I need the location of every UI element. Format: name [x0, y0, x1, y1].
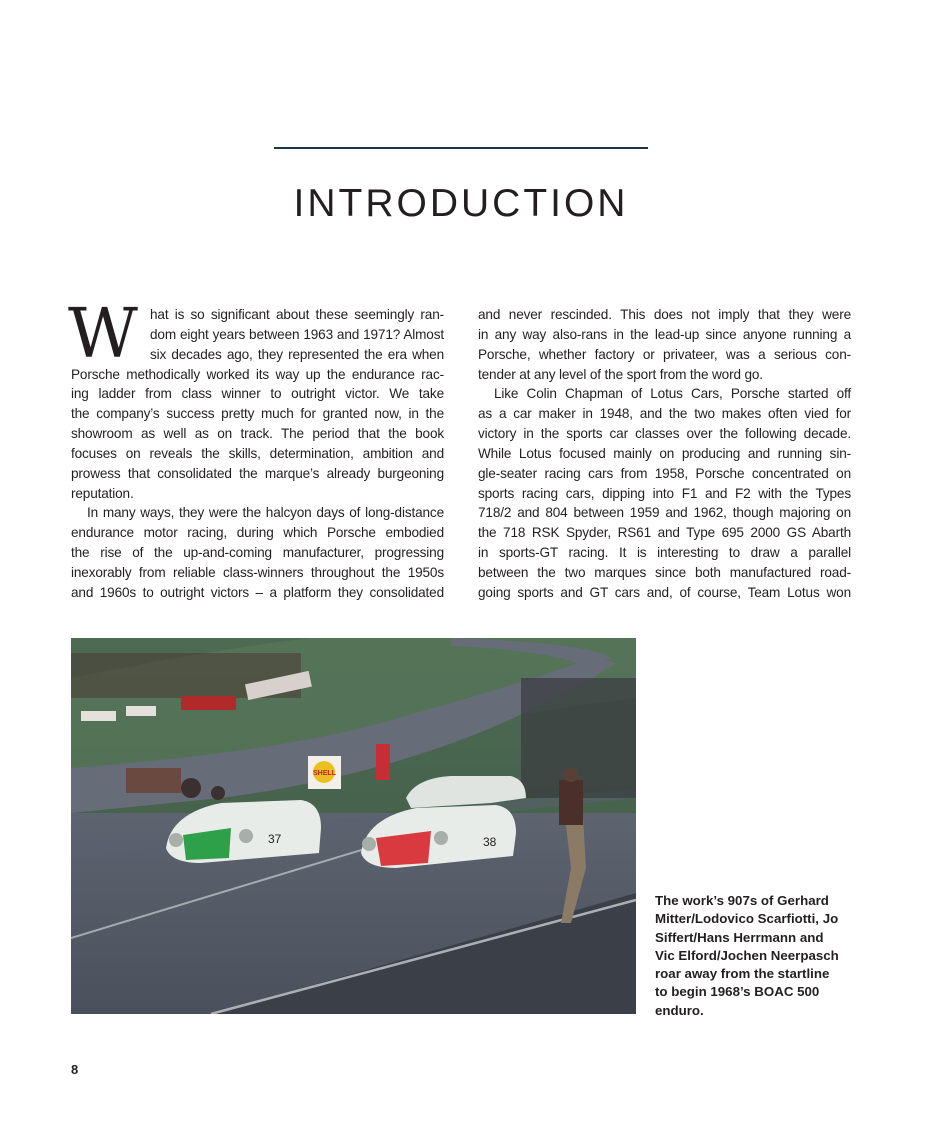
text-line: in any way also-rans in the lead-up since anyone running a: [478, 326, 851, 342]
text-line: the company’s success pretty much for granted now, in the: [71, 406, 444, 422]
text-line: and 1960s to outright victors – a platform they consolidated: [71, 584, 444, 600]
text-column-left: [68, 295, 444, 603]
caption-line: Mitter/Lodovico Scarfiotti, Jo: [655, 911, 839, 927]
text-line: the rise of the up-and-coming manufacturer, progressing: [71, 545, 444, 561]
text-line: going sports and GT cars and, of course, Team Lotus won: [478, 584, 851, 600]
text-line: victory in the sports car classes over the following decade.: [478, 426, 851, 442]
text-line: ing ladder from class winner to outright victor. We take: [71, 386, 444, 402]
text-line: tender at any level of the sport from the word go.: [478, 366, 763, 382]
caption-line: roar away from the startline: [655, 966, 830, 982]
text-line: focuses on reveals the skills, determination, ambition and: [71, 445, 444, 461]
text-column-right: [478, 305, 851, 603]
caption-line: to begin 1968’s BOAC 500: [655, 984, 820, 1000]
text-line: While Lotus focused mainly on producing and running sin-: [478, 445, 851, 461]
text-line: between the two marques since both manufactured road-: [478, 564, 851, 580]
shell-sign: [308, 756, 341, 789]
caption-line: The work’s 907s of Gerhard: [655, 893, 829, 908]
race-photo: [71, 638, 636, 1014]
text-line: endurance motor racing, during which Porsche embodied: [71, 525, 444, 541]
caption-line: Siffert/Hans Herrmann and: [655, 929, 824, 945]
page-title: INTRODUCTION: [293, 182, 629, 225]
text-line: Porsche methodically worked its way up the endurance rac-: [71, 366, 444, 382]
sign-text: SHELL: [313, 770, 336, 777]
page-number: 8: [71, 1062, 79, 1077]
caption-line: Vic Elford/Jochen Neerpasch: [655, 947, 839, 963]
text-line: Porsche, whether factory or privateer, was a serious con-: [478, 346, 851, 362]
text-line: as a car maker in 1948, and the two makes often vied for: [478, 406, 851, 422]
text-line: hat is so significant about these seemingly ran-: [150, 307, 444, 322]
text-line: sports racing cars, dipping into F1 and F2 with the Types: [478, 485, 851, 501]
text-line: Like Colin Chapman of Lotus Cars, Porsche started off: [494, 386, 851, 402]
text-line: showroom as well as on track. The period that the book: [71, 426, 444, 442]
text-line: gle-seater racing cars from 1958, Porsche concentrated on: [478, 465, 851, 481]
caption-line: enduro.: [655, 1002, 704, 1018]
race-photo-image: [71, 638, 636, 1014]
drop-cap: W: [68, 295, 138, 374]
title-rule: [274, 147, 648, 149]
text-line: inexorably from reliable class-winners throughout the 1950s: [71, 564, 444, 580]
car-number: 37: [268, 832, 282, 846]
text-line: dom eight years between 1963 and 1971? Almost: [150, 326, 444, 342]
text-line: reputation.: [71, 485, 134, 501]
text-line: in sports-GT racing. It is interesting to draw a parallel: [478, 545, 851, 561]
text-line: 718/2 and 804 between 1959 and 1962, though majoring on: [478, 505, 851, 521]
text-line: the 718 RSK Spyder, RS61 and Type 695 2000 GS Abarth: [478, 525, 851, 541]
text-line: and never rescinded. This does not imply that they were: [478, 307, 851, 322]
text-line: prowess that consolidated the marque’s already burgeoning: [71, 465, 444, 481]
text-line: In many ways, they were the halcyon days of long-distance: [87, 505, 444, 521]
photo-caption: [655, 892, 865, 1020]
car-number: 38: [483, 835, 497, 849]
text-line: six decades ago, they represented the era when: [150, 346, 444, 362]
